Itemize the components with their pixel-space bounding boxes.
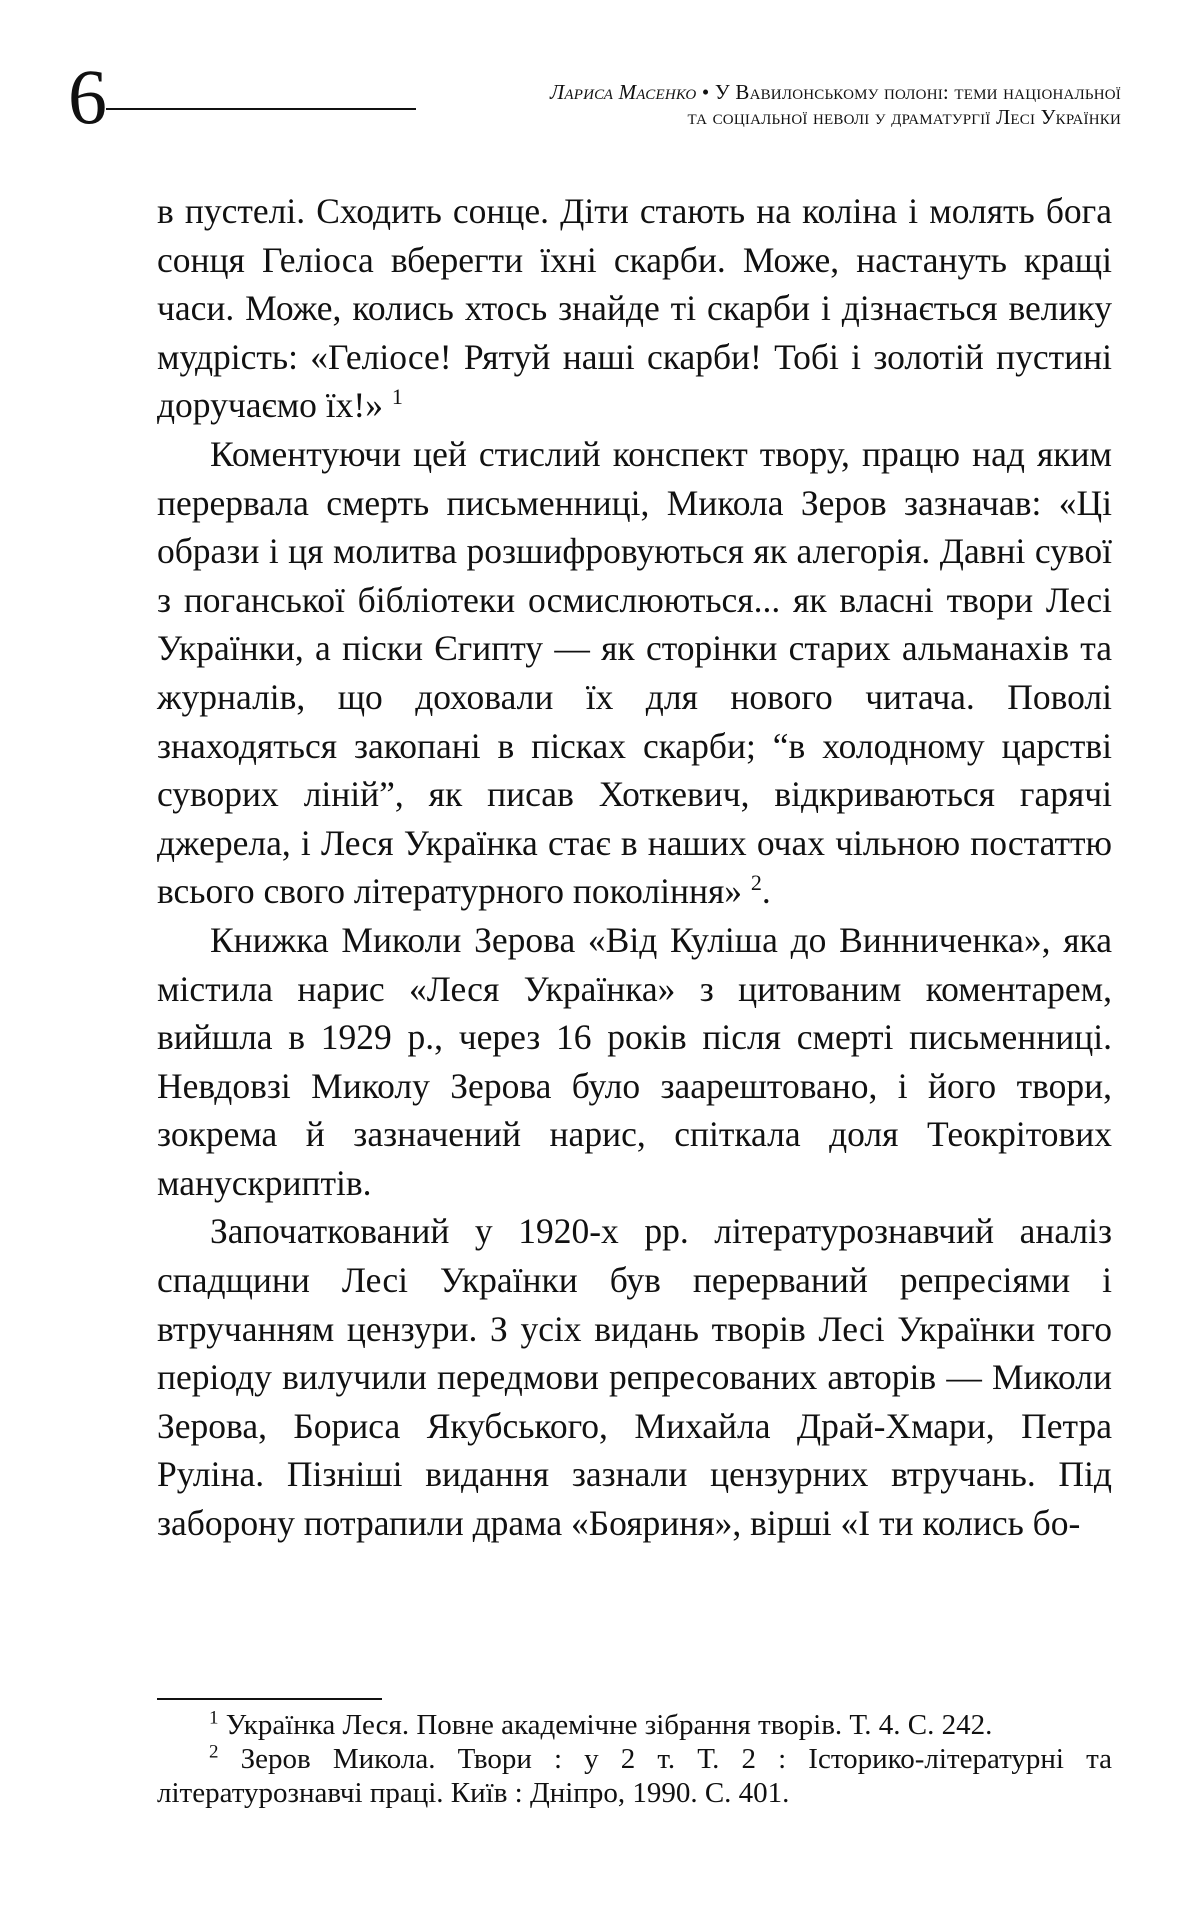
footnote-1-text: Українка Леся. Повне академічне зібрання творів. Т. 4. С. 242. bbox=[218, 1709, 993, 1741]
paragraph-2-text: Коментуючи цей стислий конспект твору, працю над яким перервала смерть письменниці, Микола Зеров зазначав: «Ці образи і ця молитва розшифровуються як алегорія. Давні сувої з поганської бібліотеки осмислюються... як власні твори Лесі Українки, а піски Єгипту — як сторінки старих альманахів та журналів, що доховали їх для нового читача. Поволі знаходяться закопані в пісках скарби; “в холодному царстві суворих ліній”, як писав Хоткевич, відкриваються гарячі джерела, і Леся Українка стає в наших очах чільною постаттю всього свого літературного покоління» bbox=[157, 433, 1112, 912]
main-text bbox=[157, 187, 1112, 1548]
footnote-2 bbox=[157, 1742, 1112, 1810]
paragraph-4: Започаткований у 1920-х рр. літературознавчий аналіз спадщини Лесі Українки був перерваний репресіями і втручанням цензури. З усіх видань творів Лесі Українки того періоду вилучили передмови репресованих авторів — Миколи Зерова, Бориса Якубського, Михайла Драй-Хмари, Петра Руліна. Пізніші видання зазнали цензурних втручань. Під заборону потрапили драма «Бояриня», вірші «І ти колись бо- bbox=[157, 1211, 1112, 1544]
footnote-rule bbox=[157, 1698, 382, 1700]
footnote-2-number: 2 bbox=[209, 1741, 219, 1763]
footnote-1 bbox=[157, 1708, 1112, 1742]
header-title-line-1: У Вавилонському полоні: теми національної bbox=[714, 80, 1121, 104]
header-separator: • bbox=[696, 80, 715, 104]
footnotes bbox=[157, 1708, 1112, 1810]
header-author: Лариса Масенко bbox=[549, 80, 697, 104]
paragraph-1 bbox=[157, 187, 1112, 430]
paragraph-2 bbox=[157, 430, 1112, 916]
footnote-2-text: Зеров Микола. Твори : у 2 т. Т. 2 : Історико-літературні та літературознавчі праці. Київ : Дніпро, 1990. С. 401. bbox=[157, 1743, 1112, 1809]
paragraph-2-tail: . bbox=[761, 871, 771, 912]
paragraph-1-text: в пустелі. Сходить сонце. Діти стають на коліна і молять бога сонця Геліоса вберегти їхні скарби. Може, настануть кращі часи. Може, колись хтось знайде ті скарби і дізнається велику мудрість: «Геліосе! Рятуй наші скарби! Тобі і золотій пустині доручаємо їх!» bbox=[157, 191, 1112, 426]
running-header bbox=[361, 80, 1121, 130]
paragraph-3: Книжка Миколи Зерова «Від Куліша до Винниченка», яка містила нарис «Леся Українка» з цитованим коментарем, вийшла в 1929 р., через 16 років після смерті письменниці. Невдовзі Миколу Зерова було заарештовано, і його твори, зокрема й зазначений нарис, спіткала доля Теокрітових манускриптів. bbox=[157, 919, 1112, 1203]
footnote-ref-1: 1 bbox=[391, 384, 403, 410]
running-header-line-1 bbox=[361, 80, 1121, 105]
page-number: 6 bbox=[68, 53, 107, 140]
footnote-1-number: 1 bbox=[209, 1707, 219, 1729]
footnote-ref-2: 2 bbox=[750, 870, 762, 896]
header-title-line-2: та соціальної неволі у драматургії Лесі Українки bbox=[687, 105, 1121, 129]
